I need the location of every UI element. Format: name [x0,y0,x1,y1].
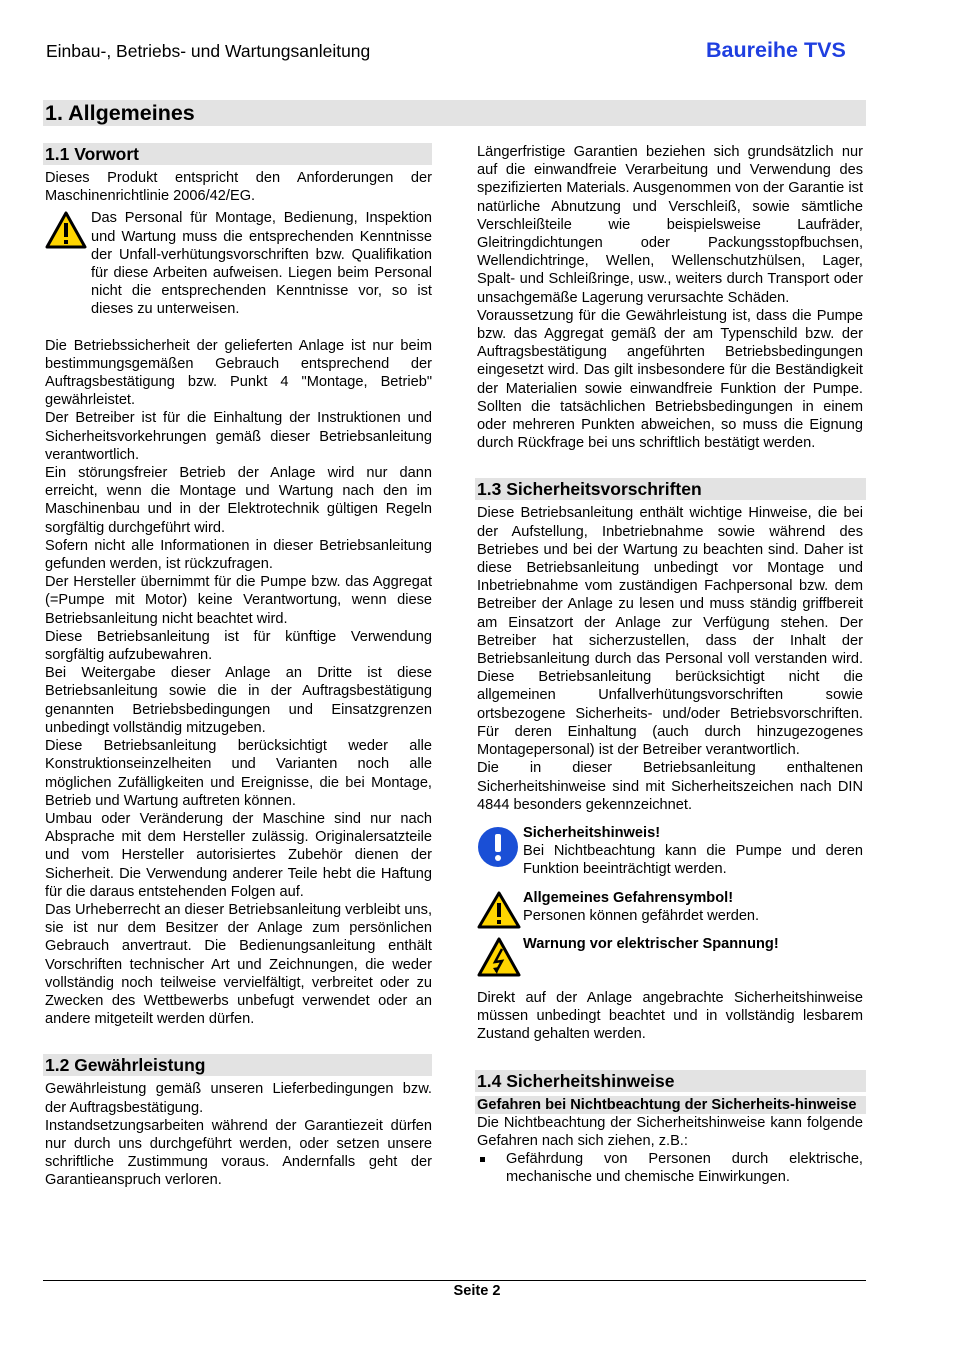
symbol-general-hazard [477,889,863,925]
heading-vorwort: 1.1 Vorwort [43,143,432,165]
symbol-title: Allgemeines Gefahrensymbol! [523,889,734,906]
vorwort-paragraph: Die Betriebssicherheit der gelieferten Anlage ist nur beim bestimmungsgemäßen Gebrauch entsprechend der Auftragsbestätigung bzw. Punkt 4 "Montage, Betrieb" gewährleistet. [45,337,432,409]
hazard-list [477,1150,863,1186]
vorwort-paragraph: Ein störungsfreier Betrieb der Anlage wird nur dann erreicht, wenn die Montage und Wartung nach den im Maschinenbau und in der Elektrotechnik gültigen Regeln sorgfältig durchgeführt wird. [45,465,432,536]
list-item: Gefährdung von Personen durch elektrische, mechanische und chemische Einwirkungen. [477,1150,863,1186]
electric-hazard-icon [477,937,521,982]
vorwort-paragraph: Umbau oder Veränderung der Maschine sind nur nach Absprache mit dem Hersteller zulässig. Originalersatzteile und vom Hersteller autorisiertes Zubehör dienen der Sicherheit. Die Verwendung anderer Teile hebt die Haftung für die daraus entstehenden Folgen auf. [45,810,432,900]
symbol-title: Sicherheitshinweis! [523,824,661,841]
symbol-title: Warnung vor elektrischer Spannung! [523,935,779,952]
gewaehrleistung-paragraph: Instandsetzungsarbeiten während der Garantiezeit dürfen nur durch uns durchgeführt werden, oder setzen unsere schriftliche Zustimmung voraus. Andernfalls geht der Garantieanspruch verloren. [45,1117,432,1189]
safety-closing: Direkt auf der Anlage angebrachte Sicherheitshinweise müssen unbedingt beachtet und in vollständig lesbarem Zustand gehalten werden. [477,989,863,1043]
vorwort-paragraph: Diese Betriebsanleitung ist für künftige Verwendung sorgfältig aufzubewahren. [45,628,432,664]
right-column [475,143,866,1187]
vorwort-paragraph: Bei Weitergabe dieser Anlage an Dritte ist diese Betriebsanleitung sowie die in der Auftragsbestätigung genannten Betriebsbedingungen und Einsatzgrenzen unbedingt vollständig mitzugeben. [45,665,432,736]
left-column [43,143,432,1190]
hazard-intro: Die Nichtbeachtung der Sicherheitshinweise kann folgende Gefahren nach sich ziehen, z.B.: [477,1114,863,1149]
symbol-text: Personen können gefährdet werden. [523,907,760,924]
gewaehrleistung-paragraph: Gewährleistung gemäß unseren Lieferbedingungen bzw. der Auftragsbestätigung. [45,1081,432,1116]
heading-gewaehrleistung: 1.2 Gewährleistung [43,1054,432,1076]
personnel-warning-text: Das Personal für Montage, Bedienung, Inspektion und Wartung muss die entsprechenden Kenntnisse der Unfall-verhütungsvorschriften bzw. Qualifikation für diese Arbeiten aufweisen. Liegen beim Personal nicht die entsprechenden Kenntnisse vor, so ist dieses zu unterweisen. [91,210,432,318]
vorwort-paragraph: Der Betreiber ist für die Einhaltung der Instruktionen und Sicherheitsvorkehrungen gemäß dieser Betriebsanleitung verantwortlich. [45,410,432,463]
heading-sicherheitshinweise: 1.4 Sicherheitshinweise [475,1070,866,1092]
exclamation-circle-icon [477,826,519,873]
symbol-electric-hazard [477,935,863,979]
vorwort-paragraph: Sofern nicht alle Informationen in dieser Betriebsanleitung gefunden werden, ist rückzufragen. [45,537,432,573]
vorwort-paragraph: Der Hersteller übernimmt für die Pumpe bzw. das Aggregat (=Pumpe mit Motor) keine Verantwortung, wenn diese Betriebsanleitung nicht beachtet wird. [45,574,432,627]
symbol-safety-notice [477,824,863,879]
warning-triangle-icon [45,211,87,254]
guarantee-paragraph: Längerfristige Garantien beziehen sich grundsätzlich nur auf die einwandfreie Verarbeitung und Verwendung des spezifizierten Materials. Ausgenommen von der Garantie ist natürliche Abnutzung und Verschleiß, sowie sämtliche Verschleißteile wie beispielsweise Laufräder, Gleitringdichtungen oder Packungsstopfbuchsen, Wellendichtringe, Wellen, Wellenschutzhülsen, Lager, Spalt- und Schleißringe, usw., weiters durch Transport oder unsachgemäße Lagerung verursachte Schäden. [477,144,863,306]
vorwort-paragraph: Diese Betriebsanleitung berücksichtigt weder alle Konstruktionseinzelheiten und Varianten noch alle möglichen Zufälligkeiten und Ereignisse, die bei Montage, Betrieb und Wartung auftreten können. [45,738,432,809]
series-title: Baureihe TVS [706,38,846,62]
symbol-text: Bei Nichtbeachtung kann die Pumpe und deren Funktion beeinträchtigt werden. [523,843,863,878]
document-title: Einbau-, Betriebs- und Wartungsanleitung [46,41,371,61]
section-heading-text: 1. Allgemeines [45,101,195,125]
vorwort-paragraph: Das Urheberrecht an dieser Betriebsanleitung verbleibt uns, sie ist nur dem Besitzer der Anlage zum persönlichen Gebrauch anvertraut. Die Bedienungsanleitung enthält Vorschriften technischer Art und Zeichnungen, die weder vollständig noch teilweise vervielfältigt, verbreitet oder zu Zwecken des Wettbewerbs unbefugt verwendet oder an andere mitgeteilt werden dürfen. [45,901,432,1028]
guarantee-paragraph: Voraussetzung für die Gewährleistung ist, dass die Pumpe bzw. das Aggregat gemäß der am Typenschild bzw. der Auftragsbestätigung angeführten Betriebsbedingungen eingesetzt wird. Das gilt insbesondere für die Beständigkeit der Materialien sowie einwandfreie Funktion der Pumpe. Sollten die tatsächlichen Betriebsbedingungen in einem oder mehreren Punkten abweichen, so muss die Eignung durch Rückfrage bei uns schriftlich bestätigt werden. [477,307,863,452]
section-heading [43,100,866,126]
heading-sicherheitsvorschriften: 1.3 Sicherheitsvorschriften [475,478,866,500]
personnel-warning [45,209,432,318]
hazard-subheading: Gefahren bei Nichtbeachtung der Sicherheits-hinweise [475,1096,866,1114]
safety-paragraph: Die in dieser Betriebsanleitung enthaltenen Sicherheitshinweise sind mit Sicherheitszeichen nach DIN 4844 besonders gekennzeichnet. [477,760,863,813]
vorwort-intro: Dieses Produkt entspricht den Anforderungen der Maschinenrichtlinie 2006/42/EG. [45,170,432,205]
footer-divider [43,1280,866,1281]
page-number: Seite 2 [453,1283,501,1299]
warning-triangle-icon [477,891,521,934]
safety-paragraph: Diese Betriebsanleitung enthält wichtige Hinweise, die bei der Aufstellung, Inbetriebnahme sowie während des Betriebes und bei der Wartung zu beachten sind. Daher ist diese Betriebsanleitung unbedingt vor Montage und Inbetriebnahme vom zuständigen Fachpersonal bzw. dem Betreiber der Anlage zu lesen und muss ständig griffbereit am Einsatzort der Anlage zur Verfügung stehen. Der Betreiber hat sicherzustellen, dass der Inhalt der Betriebsanleitung durch das Personal voll verstanden wird. Diese Betriebsanleitung berücksichtigt nicht die allgemeinen Unfallverhütungsvorschriften sowie ortsbezogene Sicherheits- und/oder Betriebsvorschriften. Für deren Einhaltung (auch durch hinzugezogenes Montagepersonal) ist der Betreiber verantwortlich. [477,505,863,759]
